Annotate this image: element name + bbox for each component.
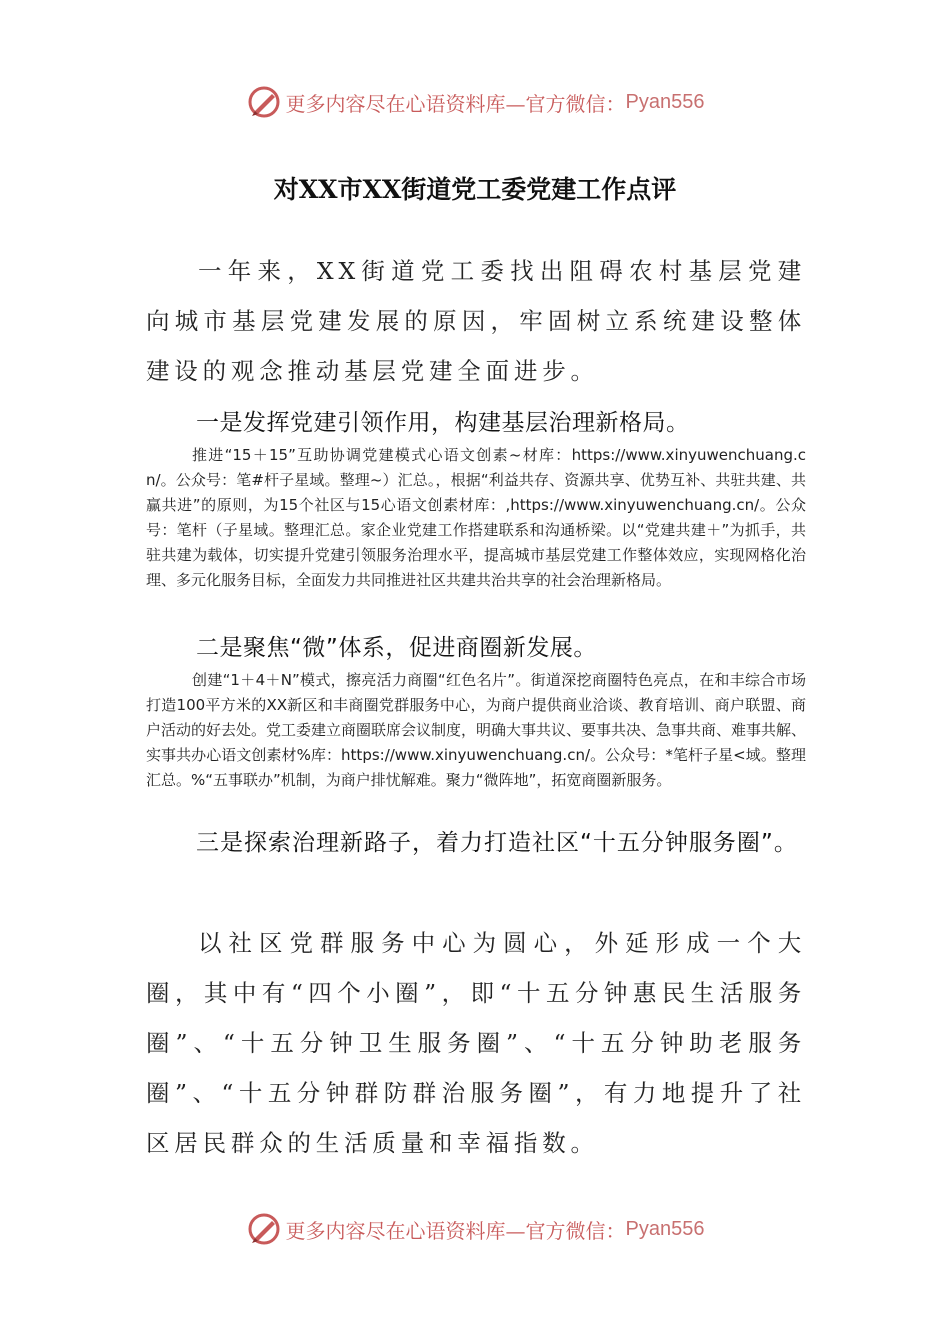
section-1-heading: 一是发挥党建引领作用，构建基层治理新格局。	[196, 410, 690, 436]
section-3-heading: 三是探索治理新路子，着力打造社区“十五分钟服务圈”。	[196, 830, 798, 856]
footer-watermark-banner	[0, 1209, 950, 1249]
header-watermark-banner	[0, 82, 950, 122]
banner-text: 更多内容尽在心语资料库—官方微信：	[285, 1218, 626, 1243]
banner-wechat-id: Pyan556	[625, 1217, 705, 1240]
banner-wechat-id: Pyan556	[625, 90, 705, 113]
intro-paragraph: 一年来，XX街道党工委找出阻碍农村基层党建向城市基层党建发展的原因，牢固树立系统建设整体建设的观念推动基层党建全面进步。	[146, 257, 806, 385]
section-1-body: 推进“15＋15”互助协调党建模式心语文创素~材库：https://www.xinyuwenchuang.cn/。公众号：笔#杆子星域。整理~）汇总。，根据“利益共存、资源共享、优势互补、共驻共建、共赢共进”的原则，为15个社区与15心语文创素材库：,https://www.xinyuwenchuang.cn/。公众号：笔杆（子星域。整理汇总。家企业党建工作搭建联系和沟通桥梁。以“党建共建＋”为抓手，共驻共建为载体，切实提升党建引领服务治理水平，提高城市基层党建工作整体效应，实现网格化治理、多元化服务目标，全面发力共同推进社区共建共治共享的社会治理新格局。	[146, 446, 806, 589]
banner-text: 更多内容尽在心语资料库—官方微信：	[285, 91, 626, 116]
section-3-body: 以社区党群服务中心为圆心，外延形成一个大圈，其中有“四个小圈”，即“十五分钟惠民生活服务圈”、“十五分钟卫生服务圈”、“十五分钟助老服务圈”、“十五分钟群防群治服务圈”，有力地提升了社区居民群众的生活质量和幸福指数。	[146, 929, 806, 1157]
section-2-heading: 二是聚焦“微”体系，促进商圈新发展。	[196, 635, 597, 661]
pen-logo-icon	[246, 84, 282, 120]
pen-logo-icon	[246, 1211, 282, 1247]
document-title: 对XX市XX街道党工委党建工作点评	[273, 175, 677, 204]
section-2-body: 创建“1＋4＋N”模式，擦亮活力商圈“红色名片”。街道深挖商圈特色亮点，在和丰综合市场打造100平方米的XX新区和丰商圈党群服务中心，为商户提供商业洽谈、教育培训、商户联盟、商户活动的好去处。党工委建立商圈联席会议制度，明确大事共议、要事共决、急事共商、难事共解、实事共办心语文创素材%库：https://www.xinyuwenchuang.cn/。公众号：*笔杆子星<域。整理汇总。%“五事联办”机制，为商户排忧解难。聚力“微阵地”，拓宽商圈新服务。	[146, 671, 807, 789]
